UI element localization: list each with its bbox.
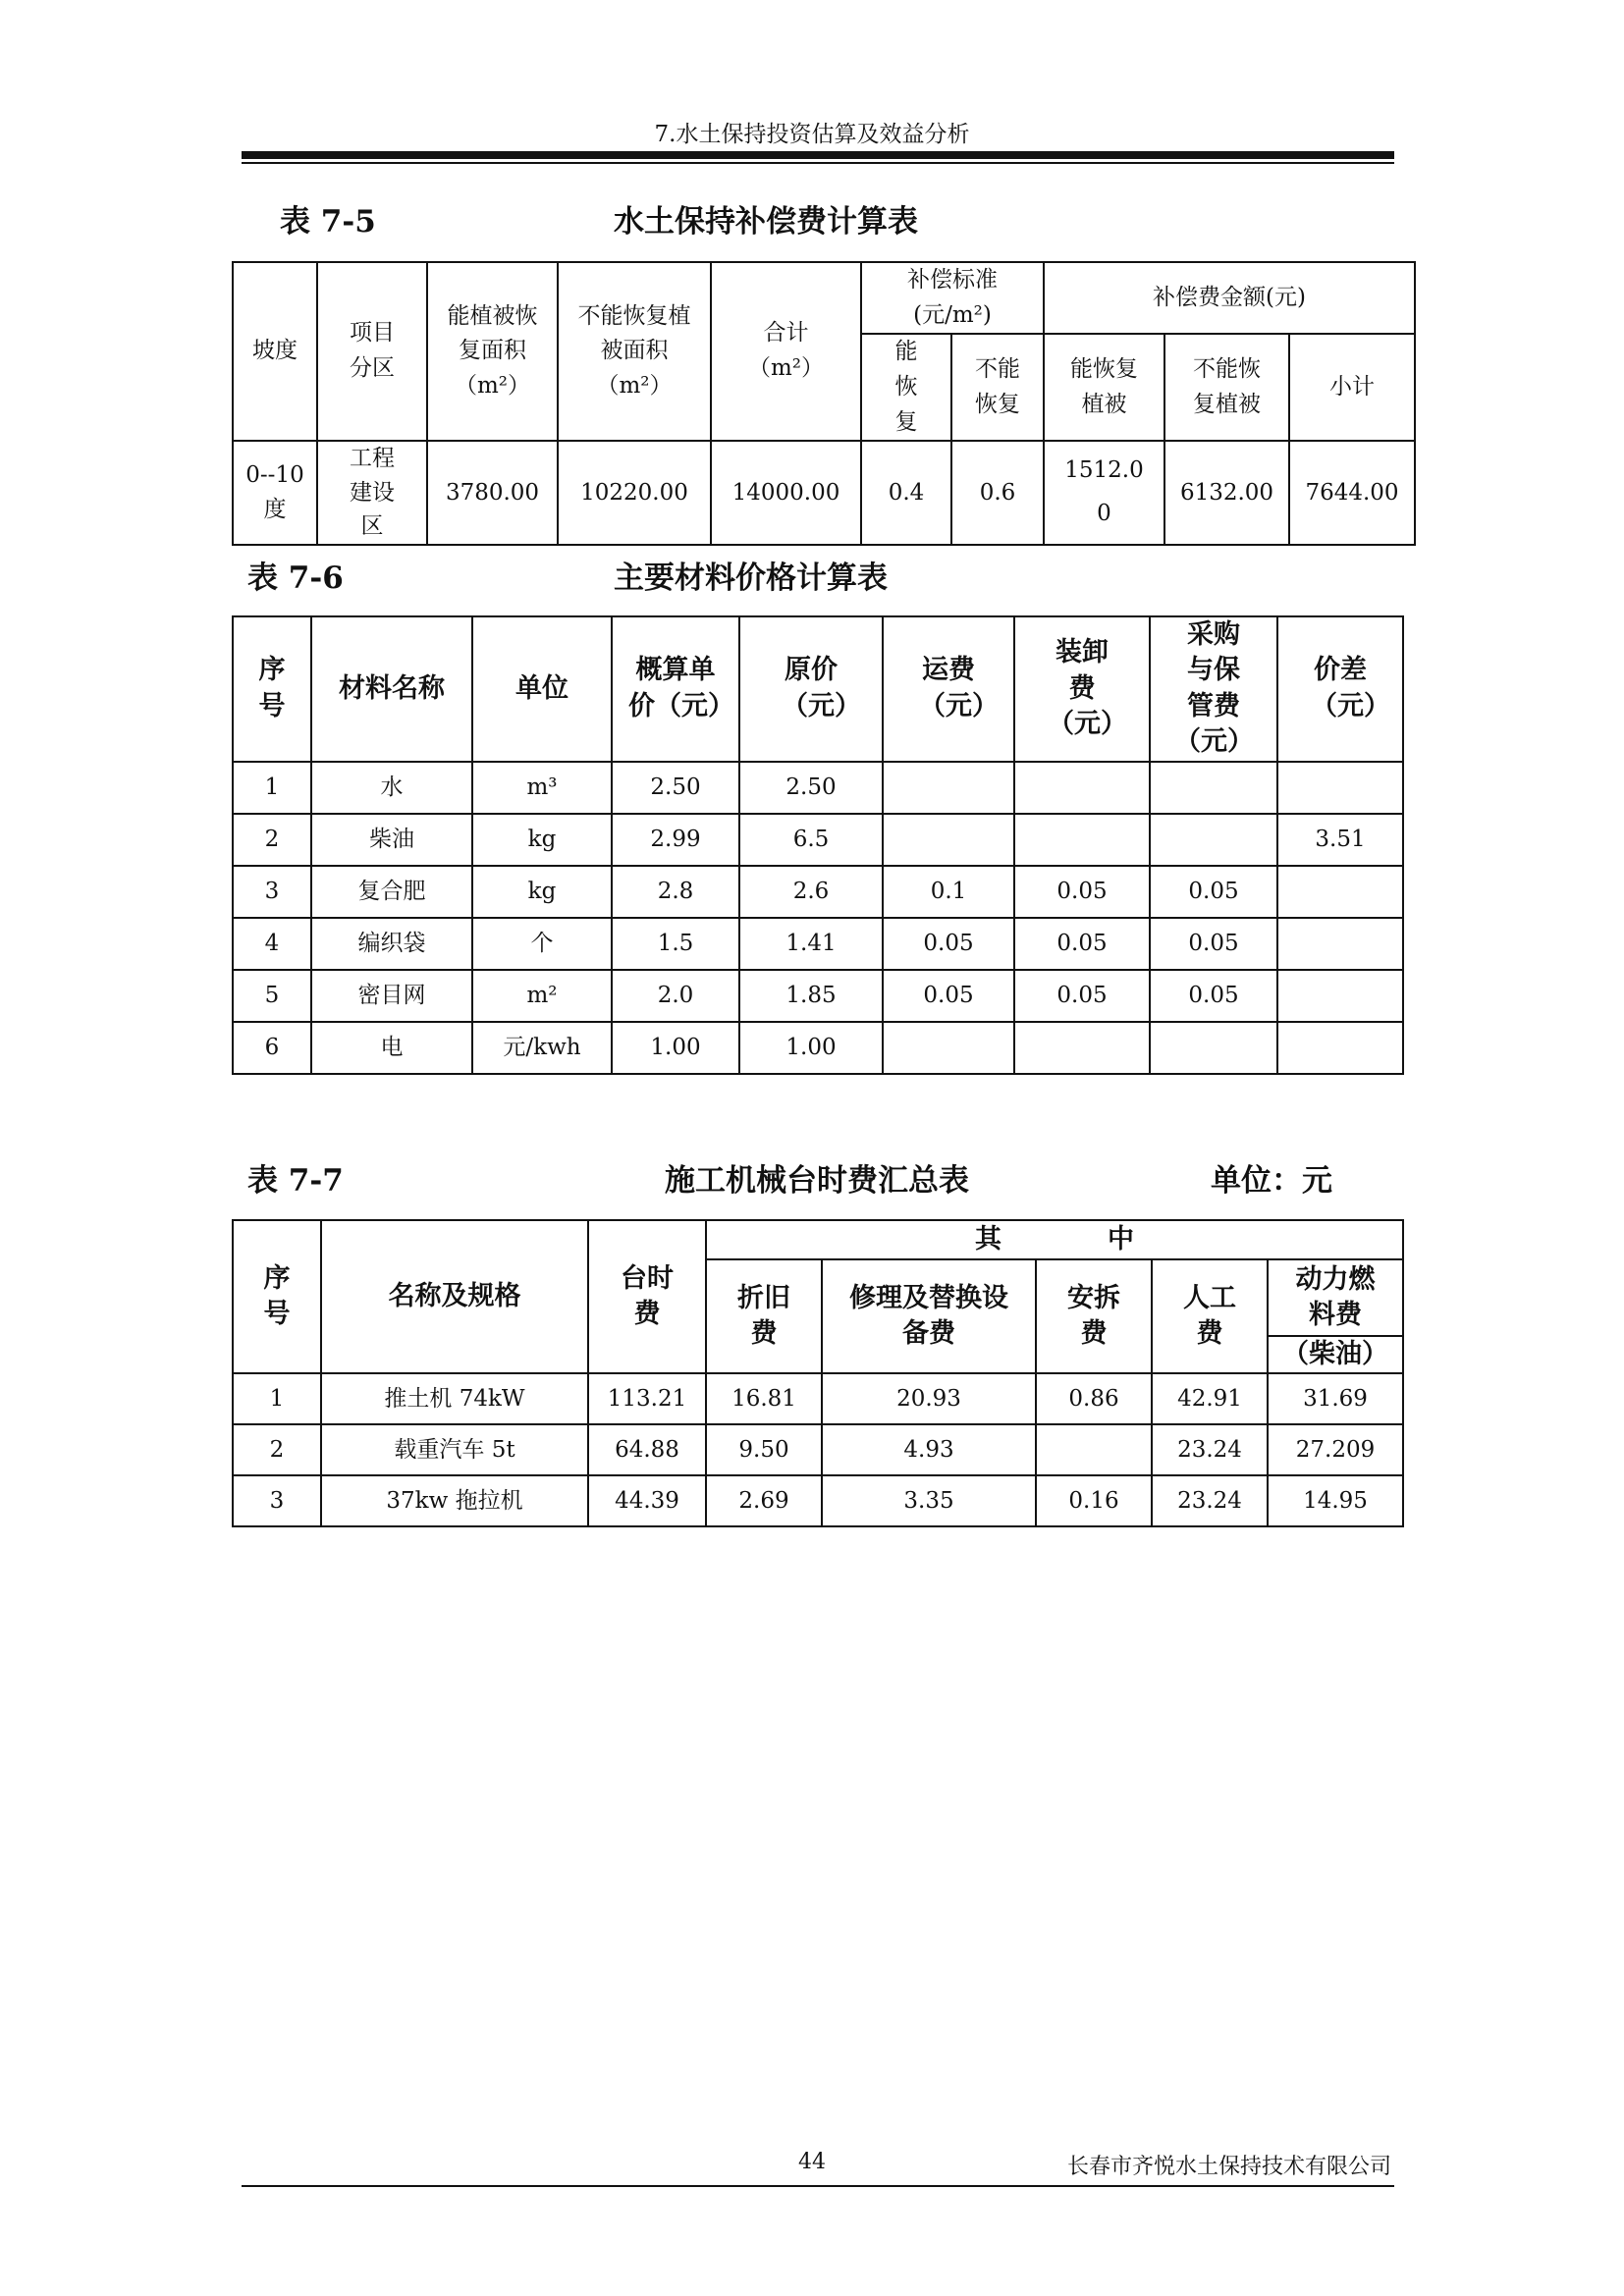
table-row bbox=[233, 441, 1415, 545]
table-row bbox=[233, 1475, 1403, 1526]
header-install: 安拆费 bbox=[1036, 1259, 1152, 1373]
table-cell: 推土机 74kW bbox=[321, 1373, 588, 1424]
table-cell bbox=[1277, 762, 1403, 814]
table-cell: kg bbox=[472, 814, 612, 866]
table-cell: 1.41 bbox=[739, 918, 883, 970]
table-7-5-label: 表 7-5 bbox=[280, 204, 376, 240]
table-cell bbox=[1150, 762, 1277, 814]
running-header: 7.水土保持投资估算及效益分析 bbox=[654, 122, 970, 147]
cell-restorable-area: 3780.00 bbox=[427, 441, 558, 545]
header-fuel: 动力燃料费 bbox=[1268, 1259, 1403, 1336]
table-cell: 20.93 bbox=[822, 1373, 1036, 1424]
header-amt-restorable: 能恢复植被 bbox=[1044, 334, 1164, 441]
header-hourly: 台时费 bbox=[588, 1220, 706, 1373]
table-row bbox=[233, 1022, 1403, 1074]
table-7-7-label: 表 7-7 bbox=[247, 1163, 344, 1199]
table-cell bbox=[1014, 814, 1150, 866]
cell-zone: 工程建设区 bbox=[317, 441, 427, 545]
table-cell: 柴油 bbox=[311, 814, 472, 866]
header-cell: 价差（元） bbox=[1277, 616, 1403, 762]
table-cell: 0.16 bbox=[1036, 1475, 1152, 1526]
table-cell: 1.00 bbox=[612, 1022, 739, 1074]
company-name: 长春市齐悦水土保持技术有限公司 bbox=[1066, 2155, 1391, 2179]
table-7-6-label: 表 7-6 bbox=[247, 561, 344, 596]
table-cell bbox=[1014, 762, 1150, 814]
table-cell: 2.6 bbox=[739, 866, 883, 918]
header-repair: 修理及替换设备费 bbox=[822, 1259, 1036, 1373]
table-7-5-title: 水土保持补偿费计算表 bbox=[614, 204, 918, 240]
table-cell: 2 bbox=[233, 1424, 321, 1475]
header-labor: 人工费 bbox=[1152, 1259, 1268, 1373]
header-no: 序号 bbox=[233, 1220, 321, 1373]
table-cell: 1 bbox=[233, 1373, 321, 1424]
table-cell: 2.50 bbox=[612, 762, 739, 814]
header-cell: 概算单价（元） bbox=[612, 616, 739, 762]
table-cell bbox=[1036, 1424, 1152, 1475]
cell-std-restorable: 0.4 bbox=[861, 441, 951, 545]
table-cell bbox=[883, 814, 1014, 866]
table-cell: 0.05 bbox=[883, 970, 1014, 1022]
cell-subtotal: 7644.00 bbox=[1289, 441, 1415, 545]
table-cell: 3 bbox=[233, 1475, 321, 1526]
table-cell bbox=[1277, 866, 1403, 918]
header-cell: 采购与保管费（元） bbox=[1150, 616, 1277, 762]
table-row bbox=[233, 918, 1403, 970]
header-non-restorable-area: 不能恢复植被面积（m²） bbox=[558, 262, 711, 441]
page-number: 44 bbox=[798, 2150, 826, 2174]
table-cell: 0.05 bbox=[1014, 918, 1150, 970]
table-cell: 6 bbox=[233, 1022, 311, 1074]
header-cell: 运费（元） bbox=[883, 616, 1014, 762]
table-cell: 个 bbox=[472, 918, 612, 970]
header-standard: 补偿标准(元/m²) bbox=[861, 262, 1044, 334]
table-cell: 37kw 拖拉机 bbox=[321, 1475, 588, 1526]
table-cell: 0.05 bbox=[883, 918, 1014, 970]
table-cell: 0.05 bbox=[1150, 918, 1277, 970]
header-std-non-restorable: 不能恢复 bbox=[951, 334, 1044, 441]
table-cell: 0.05 bbox=[1014, 970, 1150, 1022]
table-cell: 4.93 bbox=[822, 1424, 1036, 1475]
table-cell: 31.69 bbox=[1268, 1373, 1403, 1424]
table-cell: 0.05 bbox=[1150, 970, 1277, 1022]
table-cell: 42.91 bbox=[1152, 1373, 1268, 1424]
cell-slope: 0--10度 bbox=[233, 441, 317, 545]
header-name: 名称及规格 bbox=[321, 1220, 588, 1373]
table-cell: 复合肥 bbox=[311, 866, 472, 918]
header-rule-thin bbox=[242, 162, 1394, 164]
table-cell: 1.5 bbox=[612, 918, 739, 970]
table-7-5 bbox=[232, 261, 1416, 546]
header-total-area: 合计（m²） bbox=[711, 262, 861, 441]
header-amt-non-restorable: 不能恢复植被 bbox=[1164, 334, 1289, 441]
table-cell: 密目网 bbox=[311, 970, 472, 1022]
header-cell: 装卸费（元） bbox=[1014, 616, 1150, 762]
table-cell: 1.85 bbox=[739, 970, 883, 1022]
table-cell: 5 bbox=[233, 970, 311, 1022]
table-cell: 载重汽车 5t bbox=[321, 1424, 588, 1475]
table-cell: 0.86 bbox=[1036, 1373, 1152, 1424]
table-cell: 27.209 bbox=[1268, 1424, 1403, 1475]
table-cell: 0.05 bbox=[1014, 866, 1150, 918]
table-cell: 1 bbox=[233, 762, 311, 814]
table-cell: m² bbox=[472, 970, 612, 1022]
table-cell: 2.0 bbox=[612, 970, 739, 1022]
cell-total: 14000.00 bbox=[711, 441, 861, 545]
table-cell: 0.05 bbox=[1150, 866, 1277, 918]
table-7-7-title: 施工机械台时费汇总表 bbox=[665, 1163, 969, 1199]
table-cell: 元/kwh bbox=[472, 1022, 612, 1074]
table-cell: m³ bbox=[472, 762, 612, 814]
table-cell: 44.39 bbox=[588, 1475, 706, 1526]
table-cell bbox=[1014, 1022, 1150, 1074]
header-cell: 材料名称 bbox=[311, 616, 472, 762]
header-zone: 项目分区 bbox=[317, 262, 427, 441]
table-header-row bbox=[233, 616, 1403, 762]
table-cell: 0.1 bbox=[883, 866, 1014, 918]
table-cell: 23.24 bbox=[1152, 1424, 1268, 1475]
table-cell: 4 bbox=[233, 918, 311, 970]
table-cell: 2.50 bbox=[739, 762, 883, 814]
table-row bbox=[233, 1373, 1403, 1424]
header-cell: 单位 bbox=[472, 616, 612, 762]
table-cell bbox=[883, 762, 1014, 814]
header-depreciation: 折旧费 bbox=[706, 1259, 822, 1373]
table-cell: 电 bbox=[311, 1022, 472, 1074]
table-cell: 3 bbox=[233, 866, 311, 918]
table-cell: 1.00 bbox=[739, 1022, 883, 1074]
footer-rule bbox=[242, 2185, 1394, 2187]
cell-amt-restorable: 1512.00 bbox=[1044, 441, 1164, 545]
table-cell bbox=[1277, 1022, 1403, 1074]
cell-std-non-restorable: 0.6 bbox=[951, 441, 1044, 545]
table-7-6-title: 主要材料价格计算表 bbox=[614, 561, 888, 596]
table-row bbox=[233, 1424, 1403, 1475]
table-cell: 2.69 bbox=[706, 1475, 822, 1526]
table-cell: 23.24 bbox=[1152, 1475, 1268, 1526]
table-cell: 水 bbox=[311, 762, 472, 814]
table-cell: 16.81 bbox=[706, 1373, 822, 1424]
table-cell: 6.5 bbox=[739, 814, 883, 866]
header-cell: 原价（元） bbox=[739, 616, 883, 762]
table-7-7-unit: 单位：元 bbox=[1211, 1163, 1332, 1199]
table-cell bbox=[1277, 918, 1403, 970]
table-cell bbox=[1150, 1022, 1277, 1074]
header-std-restorable: 能恢复 bbox=[861, 334, 951, 441]
table-cell: 113.21 bbox=[588, 1373, 706, 1424]
table-cell bbox=[1277, 970, 1403, 1022]
table-cell: 3.51 bbox=[1277, 814, 1403, 866]
table-cell: 2.8 bbox=[612, 866, 739, 918]
header-amount: 补偿费金额(元) bbox=[1044, 262, 1415, 334]
header-subtotal: 小计 bbox=[1289, 334, 1415, 441]
table-cell: kg bbox=[472, 866, 612, 918]
table-cell: 14.95 bbox=[1268, 1475, 1403, 1526]
header-rule-thick bbox=[242, 151, 1394, 159]
header-of-which: 其 中 bbox=[706, 1220, 1403, 1259]
table-cell bbox=[1150, 814, 1277, 866]
table-row bbox=[233, 970, 1403, 1022]
table-cell: 64.88 bbox=[588, 1424, 706, 1475]
table-row bbox=[233, 866, 1403, 918]
cell-non-restorable-area: 10220.00 bbox=[558, 441, 711, 545]
table-cell: 2.99 bbox=[612, 814, 739, 866]
table-cell: 9.50 bbox=[706, 1424, 822, 1475]
table-row bbox=[233, 762, 1403, 814]
table-row bbox=[233, 814, 1403, 866]
cell-amt-non-restorable: 6132.00 bbox=[1164, 441, 1289, 545]
table-7-6 bbox=[232, 615, 1404, 1075]
table-cell bbox=[883, 1022, 1014, 1074]
header-restorable-area: 能植被恢复面积（m²） bbox=[427, 262, 558, 441]
table-cell: 2 bbox=[233, 814, 311, 866]
table-7-7 bbox=[232, 1219, 1404, 1527]
table-cell: 编织袋 bbox=[311, 918, 472, 970]
header-slope: 坡度 bbox=[233, 262, 317, 441]
header-cell: 序号 bbox=[233, 616, 311, 762]
header-fuel-note: （柴油） bbox=[1268, 1336, 1403, 1373]
table-cell: 3.35 bbox=[822, 1475, 1036, 1526]
